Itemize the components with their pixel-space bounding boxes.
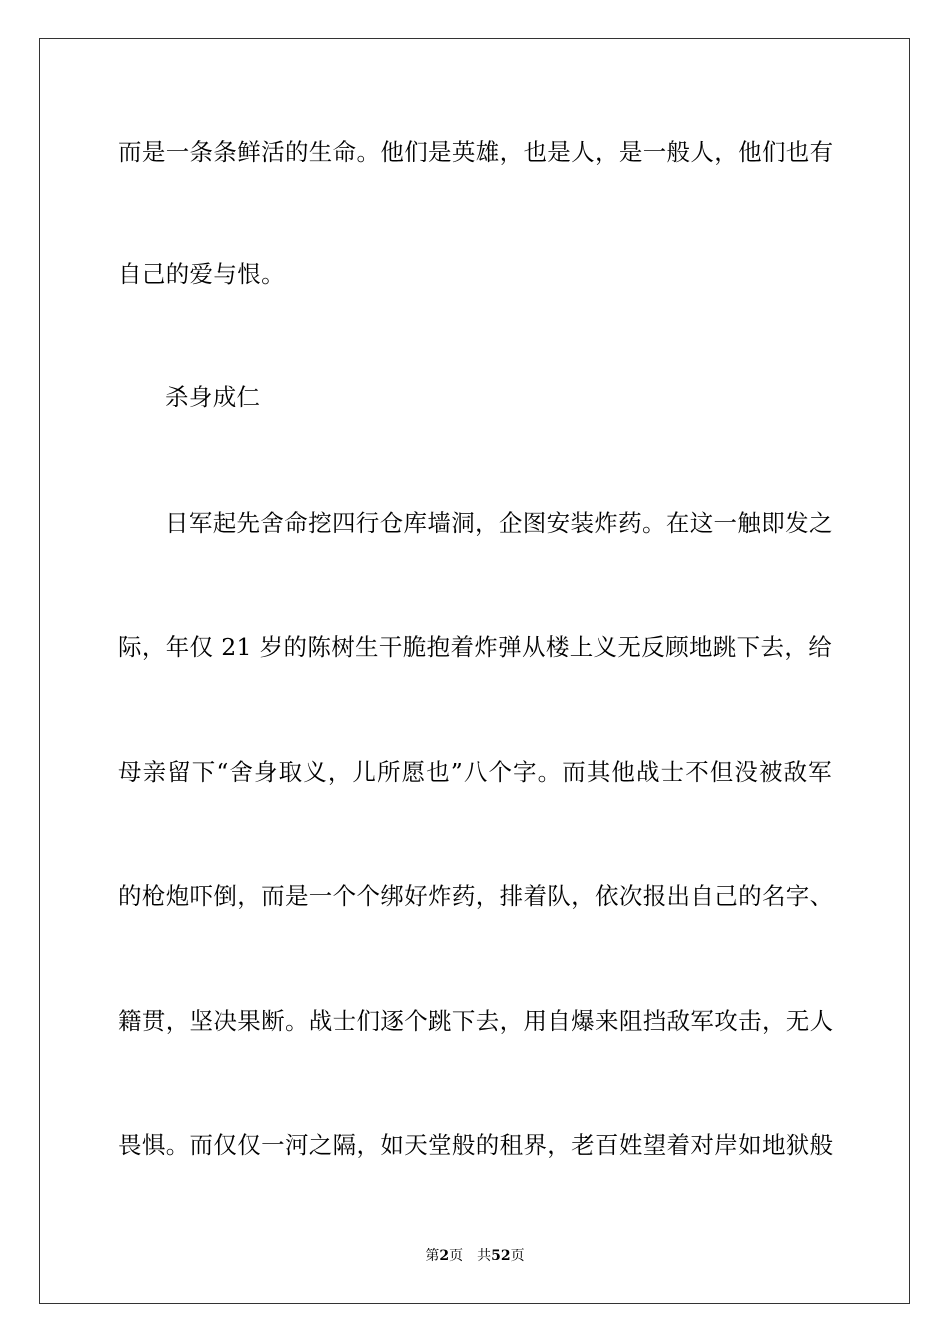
footer-page-number: 2 <box>439 1248 450 1264</box>
footer-page-suffix: 页 <box>449 1248 464 1264</box>
footer-total-prefix: 共 <box>477 1248 492 1264</box>
body-line-7: 籍贯，坚决果断。战士们逐个跳下去，用自爆来阻挡敌军攻击，无人 <box>118 1007 834 1035</box>
footer-total-suffix: 页 <box>510 1248 525 1264</box>
page-frame <box>39 38 910 1304</box>
body-line-3: 日军起先舍命挖四行仓库墙洞，企图安装炸药。在这一触即发之 <box>165 509 833 537</box>
page-footer <box>0 1247 950 1265</box>
footer-total-pages: 52 <box>491 1248 511 1264</box>
section-heading: 杀身成仁 <box>165 383 261 411</box>
body-line-5: 母亲留下“舍身取义，儿所愿也”八个字。而其他战士不但没被敌军 <box>118 758 832 786</box>
body-line-1: 而是一条条鲜活的生命。他们是英雄，也是人，是一般人，他们也有 <box>118 138 834 166</box>
body-line-2: 自己的爱与恨。 <box>118 260 285 288</box>
body-line-4: 际，年仅 21 岁的陈树生干脆抱着炸弹从楼上义无反顾地跳下去，给 <box>118 633 833 661</box>
body-line-6: 的枪炮吓倒，而是一个个绑好炸药，排着队，依次报出自己的名字、 <box>118 882 834 910</box>
body-line-8: 畏惧。而仅仅一河之隔，如天堂般的租界，老百姓望着对岸如地狱般 <box>118 1131 834 1159</box>
footer-page-prefix: 第 <box>425 1248 440 1264</box>
